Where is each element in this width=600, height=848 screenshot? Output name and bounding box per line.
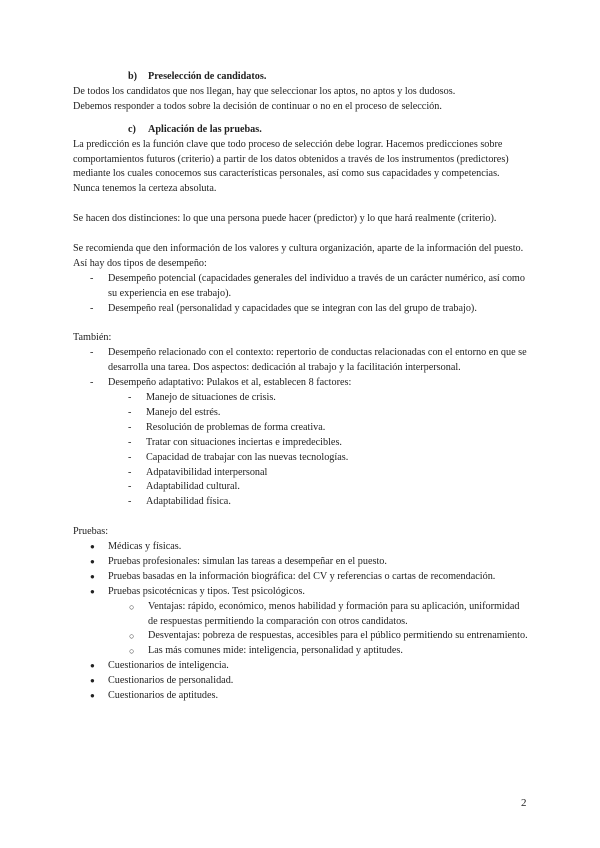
section-b-heading [128,70,528,85]
list-item: - Manejo de situaciones de crisis. [73,391,528,406]
desempeno-list [73,272,528,317]
section-b-title: Preselección de candidatos. [148,71,267,82]
list-item: - Adaptabilidad física. [73,495,528,510]
tambien-list [73,346,528,391]
paragraph-distinciones: Se hacen dos distinciones: lo que una persona puede hacer (predictor) y lo que hará realmente (criterio). [73,213,497,225]
section-c-title: Aplicación de las pruebas. [148,123,262,135]
paragraph-prediccion: La predicción es la función clave que todo proceso de selección debe lograr. Hacemos predicciones sobre comportamientos futuros (criterio) a partir de los datos obtenidos a través de los instrumentos (predictores) mediante los cuales conocemos sus características personales, así como sus capacidades y competencias. Nunca tenemos la certeza absoluta. [73,138,509,195]
paragraph-recomienda: Se recomienda que den información de los valores y cultura organización, aparte de la información del puesto. Así hay dos tipos de desempeño: [73,242,524,269]
cuestionarios-list [73,659,528,704]
list-item: ● Pruebas psicotécnicas y tipos. Test psicológicos. [73,585,528,600]
list-item: ● Pruebas profesionales: simulan las tareas a desempeñar en el puesto. [73,555,528,570]
list-item: - Capacidad de trabajar con las nuevas tecnologías. [73,451,528,466]
section-b-label: b) [128,71,138,82]
list-item: - Desempeño adaptativo: Pulakos et al, establecen 8 factores: [73,376,528,391]
list-item: ● Pruebas basadas en la información biográfica: del CV y referencias o cartas de recomendación. [73,570,528,585]
list-item: - Desempeño real (personalidad y capacidades que se integran con las del grupo de trabajo). [73,302,528,317]
section-c-heading [128,123,528,138]
list-item: ○ Ventajas: rápido, económico, menos habilidad y formación para su aplicación, uniformidad de respuestas permitiendo la comparación con otros candidatos. [73,600,528,630]
section-b-line-1: De todos los candidatos que nos llegan, hay que seleccionar los aptos, no aptos y los dudosos. [73,85,456,97]
page-number: 2 [521,797,527,809]
section-c-label: c) [128,123,136,135]
list-item: - Tratar con situaciones inciertas e impredecibles. [73,436,528,451]
pruebas-list [73,540,528,600]
pruebas-label: Pruebas: [73,526,109,538]
list-item: ● Médicas y físicas. [73,540,528,555]
list-item: - Adpatavibilidad interpersonal [73,466,528,481]
list-item: ○ Las más comunes mide: inteligencia, personalidad y aptitudes. [73,644,528,659]
list-item: ○ Desventajas: pobreza de respuestas, accesibles para el público permitiendo su entrenamiento. [73,629,528,644]
list-item: - Desempeño potencial (capacidades generales del individuo a través de un carácter numérico, así como su experiencia en ese trabajo). [73,272,528,302]
list-item: ● Cuestionarios de personalidad. [73,674,528,689]
document-page [73,70,528,704]
list-item: ● Cuestionarios de aptitudes. [73,689,528,704]
list-item: - Manejo del estrés. [73,406,528,421]
list-item: - Resolución de problemas de forma creativa. [73,421,528,436]
list-item: - Adaptabilidad cultural. [73,480,528,495]
list-item: ● Cuestionarios de inteligencia. [73,659,528,674]
section-b-line-2: Debemos responder a todos sobre la decisión de continuar o no en el proceso de selección. [73,100,442,112]
factores-list [73,391,528,510]
tambien-label: También: [73,332,112,344]
psicotecnicas-sublist [73,600,528,660]
list-item: - Desempeño relacionado con el contexto: repertorio de conductas relacionadas con el entorno en que se desarrolla una tarea. Dos aspectos: dedicación al trabajo y la facilitación interpersonal. [73,346,528,376]
